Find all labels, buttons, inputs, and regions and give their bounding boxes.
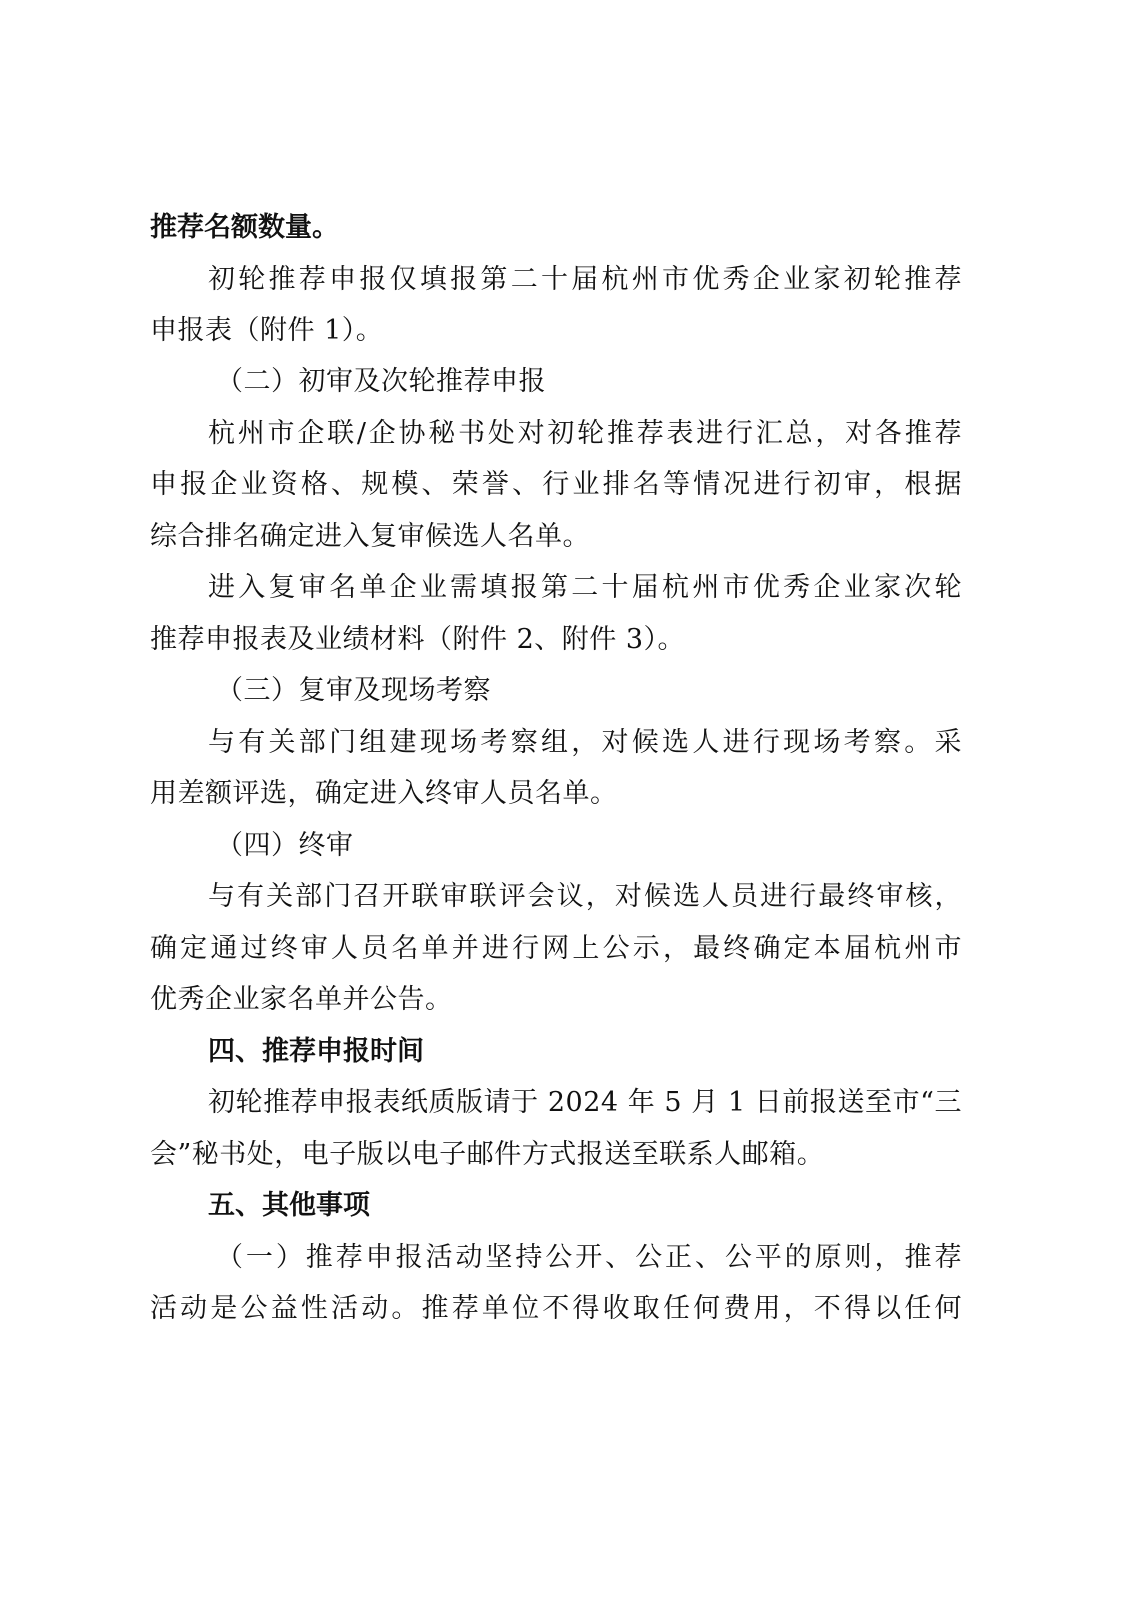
paragraph-line: 用差额评选，确定进入终审人员名单。 bbox=[150, 778, 618, 809]
paragraph-line: （一）推荐申报活动坚持公开、公正、公平的原则，推荐 bbox=[216, 1242, 962, 1273]
paragraph-line: 申报企业资格、规模、荣誉、行业排名等情况进行初审，根据 bbox=[150, 469, 962, 500]
paragraph-line: 优秀企业家名单并公告。 bbox=[150, 984, 453, 1015]
paragraph-line: 初轮推荐申报表纸质版请于 2024 年 5 月 1 日前报送至市“三 bbox=[208, 1087, 962, 1118]
paragraph-line: 综合排名确定进入复审候选人名单。 bbox=[150, 521, 590, 552]
section-heading: （三）复审及现场考察 bbox=[216, 675, 491, 706]
section-heading: 五、其他事项 bbox=[208, 1190, 370, 1221]
section-heading: （四）终审 bbox=[216, 830, 354, 861]
section-heading: （二）初审及次轮推荐申报 bbox=[216, 366, 546, 397]
paragraph-line: 推荐申报表及业绩材料（附件 2、附件 3）。 bbox=[150, 624, 686, 655]
paragraph-line: 进入复审名单企业需填报第二十届杭州市优秀企业家次轮 bbox=[208, 572, 962, 603]
paragraph-line: 活动是公益性活动。推荐单位不得收取任何费用，不得以任何 bbox=[150, 1293, 962, 1324]
section-heading: 四、推荐申报时间 bbox=[208, 1036, 424, 1067]
paragraph-line: 杭州市企联/企协秘书处对初轮推荐表进行汇总，对各推荐 bbox=[208, 418, 962, 449]
paragraph-line: 与有关部门召开联审联评会议，对候选人员进行最终审核， bbox=[208, 881, 962, 912]
paragraph-line: 申报表（附件 1）。 bbox=[150, 315, 384, 346]
paragraph-line: 与有关部门组建现场考察组，对候选人进行现场考察。采 bbox=[208, 727, 962, 758]
paragraph-line: 初轮推荐申报仅填报第二十届杭州市优秀企业家初轮推荐 bbox=[208, 264, 962, 295]
paragraph-line: 推荐名额数量。 bbox=[150, 212, 339, 243]
paragraph-line: 会”秘书处，电子版以电子邮件方式报送至联系人邮箱。 bbox=[150, 1139, 825, 1170]
paragraph-line: 确定通过终审人员名单并进行网上公示，最终确定本届杭州市 bbox=[150, 933, 962, 964]
